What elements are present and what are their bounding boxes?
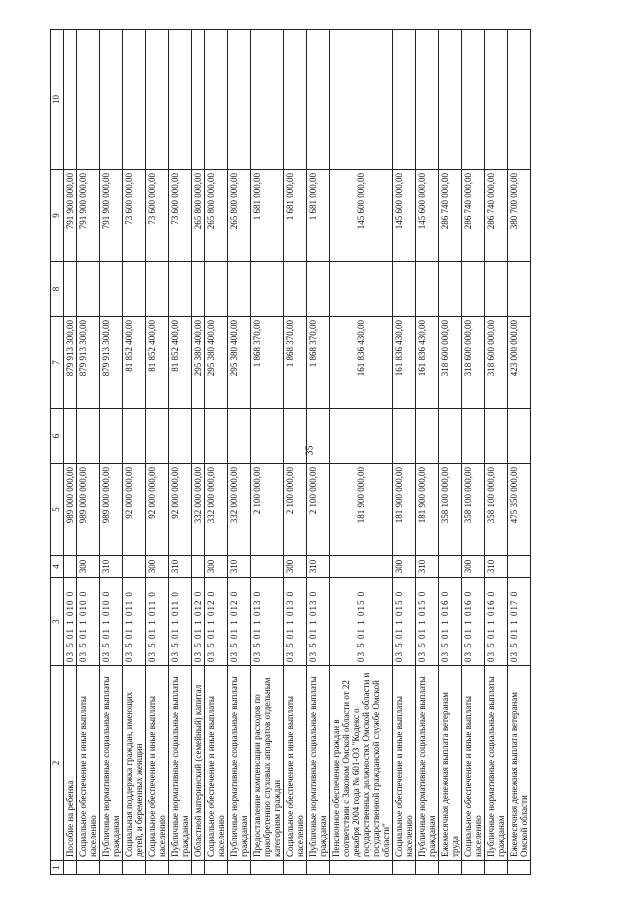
amount-col6-cell — [485, 409, 508, 464]
amount-col5-cell: 989 000 000,00 — [77, 464, 100, 556]
amount-col5-cell: 332 000 000,00 — [192, 464, 205, 556]
amount-col6-cell — [304, 409, 330, 464]
amount-col5-cell: 92 000 000,00 — [123, 464, 146, 556]
amount-col8-cell — [508, 262, 531, 317]
target-code-cell: 03 5 01 1 010 0 — [64, 578, 77, 666]
amount-col5-cell: 181 900 000,00 — [416, 464, 439, 556]
amount-col10-cell — [123, 30, 146, 170]
amount-col6-cell — [439, 409, 462, 464]
amount-col10-cell — [169, 30, 192, 170]
amount-col9-cell: 791 900 000,00 — [100, 170, 123, 262]
amount-col10-cell — [393, 30, 416, 170]
amount-col6-cell — [100, 409, 123, 464]
amount-col7-cell: 1 868 370,00 — [307, 317, 330, 409]
column-header: 7 — [51, 317, 64, 409]
amount-col6-cell — [228, 409, 251, 464]
target-code-cell: 03 5 01 1 013 0 — [251, 578, 284, 666]
rotated-page-content — [50, 30, 635, 875]
expense-type-cell — [508, 556, 531, 578]
col1-cell — [307, 861, 330, 875]
col1-cell — [330, 861, 393, 875]
amount-col6-cell — [192, 409, 205, 464]
expense-name-cell: Социальное обеспечение и иные выплаты населению — [393, 666, 416, 861]
amount-col10-cell — [416, 30, 439, 170]
amount-col6-cell — [123, 409, 146, 464]
amount-col10-cell — [330, 30, 393, 170]
amount-col8-cell — [169, 262, 192, 317]
expense-type-cell: 310 — [485, 556, 508, 578]
expense-type-cell — [439, 556, 462, 578]
amount-col5-cell: 475 350 000,00 — [508, 464, 531, 556]
amount-col7-cell: 879 913 300,00 — [100, 317, 123, 409]
amount-col7-cell: 161 836 430,00 — [330, 317, 393, 409]
amount-col5-cell: 181 900 000,00 — [393, 464, 416, 556]
amount-col9-cell: 1 681 000,00 — [251, 170, 284, 262]
amount-col9-cell: 73 600 000,00 — [146, 170, 169, 262]
table-row — [462, 30, 485, 875]
table-row — [439, 30, 462, 875]
expense-type-cell: 300 — [393, 556, 416, 578]
expense-type-cell: 310 — [416, 556, 439, 578]
expense-name-cell: Социальная поддержка граждан, имеющих детей, и беременных женщин — [123, 666, 146, 861]
amount-col6-cell — [64, 409, 77, 464]
col1-cell — [192, 861, 205, 875]
expense-name-cell: Предоставление компенсации расходов по приобретению слуховых аппаратов отдельным категориям граждан — [251, 666, 284, 861]
expense-name-cell: Публичные нормативные социальные выплаты гражданам — [307, 666, 330, 861]
table-row — [330, 30, 393, 875]
target-code-cell: 03 5 01 1 010 0 — [77, 578, 100, 666]
table-row — [307, 30, 330, 875]
target-code-cell: 03 5 01 1 015 0 — [393, 578, 416, 666]
expense-name-cell: Социальное обеспечение и иные выплаты населению — [77, 666, 100, 861]
col1-cell — [485, 861, 508, 875]
page-number: 35 — [304, 445, 316, 456]
col1-cell — [508, 861, 531, 875]
amount-col7-cell: 318 600 000,00 — [462, 317, 485, 409]
amount-col6-cell — [462, 409, 485, 464]
amount-col9-cell: 286 740 000,00 — [485, 170, 508, 262]
col1-cell — [146, 861, 169, 875]
amount-col9-cell: 73 600 000,00 — [123, 170, 146, 262]
expense-type-cell: 310 — [307, 556, 330, 578]
col1-cell — [205, 861, 228, 875]
table-row — [64, 30, 77, 875]
table-body — [64, 30, 531, 875]
target-code-cell: 03 5 01 1 013 0 — [307, 578, 330, 666]
amount-col10-cell — [307, 30, 330, 170]
expense-type-cell — [64, 556, 77, 578]
expense-type-cell — [330, 556, 393, 578]
col1-cell — [416, 861, 439, 875]
amount-col8-cell — [64, 262, 77, 317]
amount-col10-cell — [64, 30, 77, 170]
target-code-cell: 03 5 01 1 012 0 — [205, 578, 228, 666]
amount-col7-cell: 161 836 430,00 — [416, 317, 439, 409]
amount-col6-cell — [416, 409, 439, 464]
amount-col5-cell: 989 000 000,00 — [64, 464, 77, 556]
amount-col7-cell: 1 868 370,00 — [284, 317, 307, 409]
amount-col9-cell: 380 700 000,00 — [508, 170, 531, 262]
column-header: 8 — [51, 262, 64, 317]
target-code-cell: 03 5 01 1 016 0 — [462, 578, 485, 666]
amount-col7-cell: 295 380 400,00 — [205, 317, 228, 409]
amount-col8-cell — [393, 262, 416, 317]
amount-col8-cell — [77, 262, 100, 317]
amount-col9-cell: 1 681 000,00 — [284, 170, 307, 262]
amount-col9-cell: 145 600 000,00 — [330, 170, 393, 262]
expense-name-cell: Пенсионное обеспечение граждан в соответствии с Законом Омской области от 22 декабря 2004 года № 601-ОЗ "Кодекс о государственных должностях Омской области и государственной гражданской службе Омской области" — [330, 666, 393, 861]
amount-col7-cell: 318 600 000,00 — [439, 317, 462, 409]
table-row — [508, 30, 531, 875]
expense-type-cell: 310 — [169, 556, 192, 578]
expense-name-cell: Ежемесячная денежная выплата ветеранам труда — [439, 666, 462, 861]
amount-col10-cell — [77, 30, 100, 170]
col1-cell — [77, 861, 100, 875]
header-row — [51, 30, 64, 875]
column-header: 4 — [51, 556, 64, 578]
amount-col5-cell: 358 100 000,00 — [439, 464, 462, 556]
table-row — [485, 30, 508, 875]
col1-cell — [100, 861, 123, 875]
amount-col6-cell — [77, 409, 100, 464]
table-row — [251, 30, 284, 875]
expense-type-cell — [192, 556, 205, 578]
table-row — [205, 30, 228, 875]
table-row — [284, 30, 307, 875]
amount-col5-cell: 2 100 000,00 — [251, 464, 284, 556]
amount-col10-cell — [508, 30, 531, 170]
amount-col9-cell: 286 740 000,00 — [462, 170, 485, 262]
expense-name-cell: Публичные нормативные социальные выплаты гражданам — [228, 666, 251, 861]
amount-col9-cell: 286 740 000,00 — [439, 170, 462, 262]
amount-col8-cell — [228, 262, 251, 317]
amount-col8-cell — [251, 262, 284, 317]
amount-col5-cell: 358 100 000,00 — [462, 464, 485, 556]
amount-col8-cell — [416, 262, 439, 317]
amount-col9-cell: 791 900 000,00 — [64, 170, 77, 262]
amount-col6-cell — [284, 409, 307, 464]
amount-col7-cell: 318 600 000,00 — [485, 317, 508, 409]
target-code-cell: 03 5 01 1 012 0 — [228, 578, 251, 666]
amount-col8-cell — [439, 262, 462, 317]
table-row — [100, 30, 123, 875]
amount-col8-cell — [307, 262, 330, 317]
expense-type-cell: 300 — [146, 556, 169, 578]
expense-name-cell: Социальное обеспечение и иные выплаты населению — [284, 666, 307, 861]
amount-col5-cell: 181 900 000,00 — [330, 464, 393, 556]
amount-col6-cell — [393, 409, 416, 464]
expense-name-cell: Социальное обеспечение и иные выплаты населению — [462, 666, 485, 861]
amount-col5-cell: 332 000 000,00 — [205, 464, 228, 556]
table-row — [169, 30, 192, 875]
amount-col8-cell — [485, 262, 508, 317]
expense-type-cell: 300 — [284, 556, 307, 578]
amount-col10-cell — [100, 30, 123, 170]
expense-type-cell: 300 — [462, 556, 485, 578]
amount-col9-cell: 265 800 000,00 — [228, 170, 251, 262]
column-header: 1 — [51, 861, 64, 875]
amount-col10-cell — [205, 30, 228, 170]
amount-col9-cell: 145 600 000,00 — [393, 170, 416, 262]
expense-name-cell: Пособие на ребенка — [64, 666, 77, 861]
amount-col5-cell: 989 000 000,00 — [100, 464, 123, 556]
amount-col8-cell — [330, 262, 393, 317]
amount-col7-cell: 879 913 300,00 — [64, 317, 77, 409]
amount-col7-cell: 161 836 430,00 — [393, 317, 416, 409]
col1-cell — [284, 861, 307, 875]
amount-col9-cell: 791 900 000,00 — [77, 170, 100, 262]
amount-col7-cell: 295 380 400,00 — [228, 317, 251, 409]
amount-col7-cell: 81 852 400,00 — [123, 317, 146, 409]
col1-cell — [64, 861, 77, 875]
amount-col8-cell — [284, 262, 307, 317]
table-row — [416, 30, 439, 875]
amount-col5-cell: 2 100 000,00 — [307, 464, 330, 556]
target-code-cell: 03 5 01 1 011 0 — [123, 578, 146, 666]
column-header: 10 — [51, 30, 64, 170]
col1-cell — [393, 861, 416, 875]
amount-col6-cell — [251, 409, 284, 464]
expense-name-cell: Публичные нормативные социальные выплаты гражданам — [485, 666, 508, 861]
column-header: 6 — [51, 409, 64, 464]
amount-col6-cell — [330, 409, 393, 464]
expense-name-cell: Публичные нормативные социальные выплаты гражданам — [169, 666, 192, 861]
col1-cell — [123, 861, 146, 875]
target-code-cell: 03 5 01 1 012 0 — [192, 578, 205, 666]
amount-col5-cell: 92 000 000,00 — [169, 464, 192, 556]
amount-col9-cell: 265 800 000,00 — [205, 170, 228, 262]
table-row — [146, 30, 169, 875]
amount-col10-cell — [462, 30, 485, 170]
amount-col9-cell: 73 600 000,00 — [169, 170, 192, 262]
table-row — [393, 30, 416, 875]
expense-type-cell: 310 — [228, 556, 251, 578]
amount-col6-cell — [169, 409, 192, 464]
amount-col7-cell: 423 000 000,00 — [508, 317, 531, 409]
target-code-cell: 03 5 01 1 011 0 — [146, 578, 169, 666]
target-code-cell: 03 5 01 1 015 0 — [330, 578, 393, 666]
amount-col8-cell — [462, 262, 485, 317]
expense-type-cell — [123, 556, 146, 578]
amount-col10-cell — [485, 30, 508, 170]
amount-col10-cell — [146, 30, 169, 170]
expense-name-cell: Ежемесячная денежная выплата ветеранам Омской области — [508, 666, 531, 861]
expense-type-cell: 300 — [205, 556, 228, 578]
amount-col8-cell — [123, 262, 146, 317]
amount-col10-cell — [192, 30, 205, 170]
expense-name-cell: Областной материнский (семейный) капитал — [192, 666, 205, 861]
target-code-cell: 03 5 01 1 011 0 — [169, 578, 192, 666]
column-header: 3 — [51, 578, 64, 666]
amount-col7-cell: 81 852 400,00 — [169, 317, 192, 409]
amount-col9-cell: 1 681 000,00 — [307, 170, 330, 262]
target-code-cell: 03 5 01 1 013 0 — [284, 578, 307, 666]
amount-col9-cell: 145 600 000,00 — [416, 170, 439, 262]
table-row — [123, 30, 146, 875]
amount-col7-cell: 295 380 400,00 — [192, 317, 205, 409]
amount-col8-cell — [192, 262, 205, 317]
column-header: 2 — [51, 666, 64, 861]
target-code-cell: 03 5 01 1 015 0 — [416, 578, 439, 666]
amount-col9-cell: 265 800 000,00 — [192, 170, 205, 262]
target-code-cell: 03 5 01 1 010 0 — [100, 578, 123, 666]
target-code-cell: 03 5 01 1 017 0 — [508, 578, 531, 666]
col1-cell — [462, 861, 485, 875]
col1-cell — [439, 861, 462, 875]
target-code-cell: 03 5 01 1 016 0 — [485, 578, 508, 666]
target-code-cell: 03 5 01 1 016 0 — [439, 578, 462, 666]
expense-type-cell: 310 — [100, 556, 123, 578]
table-row — [228, 30, 251, 875]
amount-col8-cell — [205, 262, 228, 317]
budget-table — [50, 29, 531, 875]
expense-type-cell: 300 — [77, 556, 100, 578]
expense-name-cell: Социальное обеспечение и иные выплаты населению — [146, 666, 169, 861]
amount-col8-cell — [100, 262, 123, 317]
amount-col7-cell: 1 868 370,00 — [251, 317, 284, 409]
expense-name-cell: Публичные нормативные социальные выплаты гражданам — [416, 666, 439, 861]
amount-col10-cell — [284, 30, 307, 170]
amount-col5-cell: 2 100 000,00 — [284, 464, 307, 556]
amount-col10-cell — [251, 30, 284, 170]
col1-cell — [169, 861, 192, 875]
column-header: 5 — [51, 464, 64, 556]
amount-col8-cell — [146, 262, 169, 317]
amount-col5-cell: 358 100 000,00 — [485, 464, 508, 556]
amount-col6-cell — [146, 409, 169, 464]
amount-col6-cell — [205, 409, 228, 464]
expense-type-cell — [251, 556, 284, 578]
amount-col6-cell — [508, 409, 531, 464]
amount-col10-cell — [439, 30, 462, 170]
amount-col5-cell: 332 000 000,00 — [228, 464, 251, 556]
col1-cell — [228, 861, 251, 875]
expense-name-cell: Социальное обеспечение и иные выплаты населению — [205, 666, 228, 861]
expense-name-cell: Публичные нормативные социальные выплаты гражданам — [100, 666, 123, 861]
amount-col7-cell: 81 852 400,00 — [146, 317, 169, 409]
table-row — [77, 30, 100, 875]
amount-col10-cell — [228, 30, 251, 170]
col1-cell — [251, 861, 284, 875]
amount-col5-cell: 92 000 000,00 — [146, 464, 169, 556]
table-row — [192, 30, 205, 875]
column-header: 9 — [51, 170, 64, 262]
amount-col7-cell: 879 913 300,00 — [77, 317, 100, 409]
